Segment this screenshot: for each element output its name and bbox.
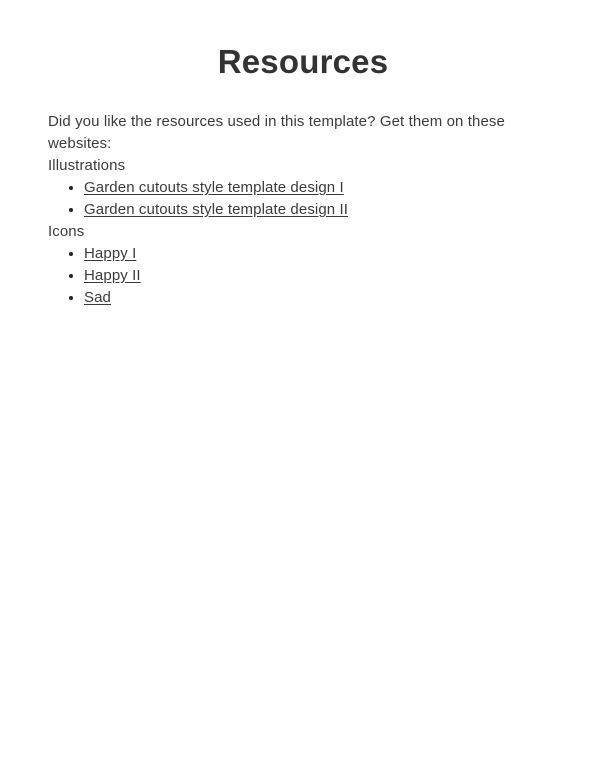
link-garden-cutouts-1[interactable]: Garden cutouts style template design I bbox=[84, 179, 344, 196]
list-item bbox=[84, 265, 558, 287]
list-item bbox=[84, 177, 558, 199]
page-title: Resources bbox=[217, 43, 389, 80]
list-item bbox=[84, 199, 558, 221]
intro-paragraph: Did you like the resources used in this template? Get them on these websites: bbox=[48, 113, 505, 152]
link-happy-1[interactable]: Happy I bbox=[84, 245, 137, 262]
list-item bbox=[84, 287, 558, 309]
list-item bbox=[84, 243, 558, 265]
link-happy-2[interactable]: Happy II bbox=[84, 267, 141, 284]
link-garden-cutouts-2[interactable]: Garden cutouts style template design II bbox=[84, 201, 349, 218]
section-label-illustrations: Illustrations bbox=[48, 157, 126, 174]
link-sad[interactable]: Sad bbox=[84, 289, 111, 306]
section-label-icons: Icons bbox=[48, 223, 85, 240]
icons-list bbox=[48, 243, 558, 309]
illustrations-list bbox=[48, 177, 558, 221]
